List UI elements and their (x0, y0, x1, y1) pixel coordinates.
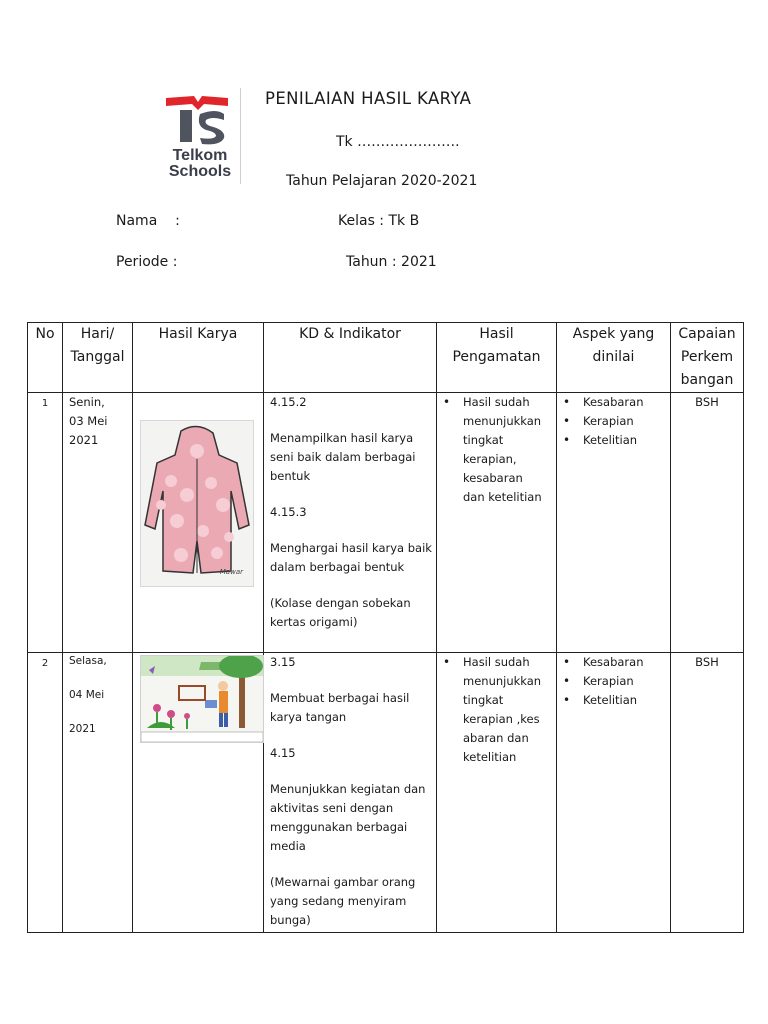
tk-field: Tk …………………. (336, 134, 460, 150)
logo-divider (240, 88, 241, 184)
col-header-hasil-karya: Hasil Karya (133, 323, 264, 393)
telkom-schools-logo (160, 92, 240, 184)
list-item: • Kerapian (583, 672, 670, 691)
table-header-row (28, 323, 744, 393)
artwork-cell (133, 653, 264, 933)
capaian-cell: BSH (671, 653, 744, 933)
capaian-cell: BSH (671, 393, 744, 653)
school-year: Tahun Pelajaran 2020-2021 (286, 173, 478, 189)
table-row (28, 653, 744, 933)
row-number: 2 (28, 653, 63, 933)
kd-indikator-cell: 4.15.2 Menampilkan hasil karya seni baik dalam berbagai bentuk 4.15.3 Menghargai hasil karya baik dalam berbagai bentuk (Kolase dengan sobekan kertas origami) (264, 393, 437, 653)
col-header-kd-indikator: KD & Indikator (264, 323, 437, 393)
assessment-table (27, 322, 744, 933)
raincoat-collage-icon (141, 421, 253, 586)
list-item: • Ketelitian (583, 691, 670, 710)
artwork-image-coloring (140, 655, 264, 743)
aspek-cell (557, 393, 671, 653)
hasil-pengamatan-cell: • Hasil sudah menunjukkan tingkat kerapian ,kes abaran dan ketelitian (437, 653, 557, 933)
logo-text-schools: Schools (168, 163, 232, 180)
aspek-cell (557, 653, 671, 933)
list-item: • Kerapian (583, 412, 670, 431)
col-header-capaian: Capaian Perkem bangan (671, 323, 744, 393)
list-item: • Ketelitian (583, 431, 670, 450)
logo-mark-icon (160, 92, 240, 148)
col-header-no: No (28, 323, 63, 393)
kd-indikator-cell: 3.15 Membuat berbagai hasil karya tangan 4.15 Menunjukkan kegiatan dan aktivitas seni dengan menggunakan berbagai media (Mewarnai gambar orang yang sedang menyiram bunga) (264, 653, 437, 933)
logo-text-telkom: Telkom (172, 147, 228, 164)
watering-flowers-drawing-icon (141, 656, 263, 742)
list-item: • Kesabaran (583, 393, 670, 412)
col-header-aspek: Aspek yang dinilai (557, 323, 671, 393)
artwork-cell (133, 393, 264, 653)
nama-label: Nama : (116, 213, 180, 229)
table-row (28, 393, 744, 653)
periode-label: Periode : (116, 254, 178, 270)
page-title: PENILAIAN HASIL KARYA (265, 89, 472, 108)
col-header-hasil-pengamatan: Hasil Pengamatan (437, 323, 557, 393)
tahun-field: Tahun : 2021 (346, 254, 437, 270)
row-date: Senin, 03 Mei 2021 (63, 393, 133, 653)
list-item: • Kesabaran (583, 653, 670, 672)
row-number: 1 (28, 393, 63, 653)
artwork-image-collage (140, 420, 254, 587)
artwork-caption: Mawar (219, 568, 243, 576)
col-header-hari: Hari/ Tanggal (63, 323, 133, 393)
kelas-field: Kelas : Tk B (338, 213, 420, 229)
row-date: Selasa, 04 Mei 2021 (63, 653, 133, 933)
hasil-pengamatan-cell: • Hasil sudah menunjukkan tingkat kerapian, kesabaran dan ketelitian (437, 393, 557, 653)
